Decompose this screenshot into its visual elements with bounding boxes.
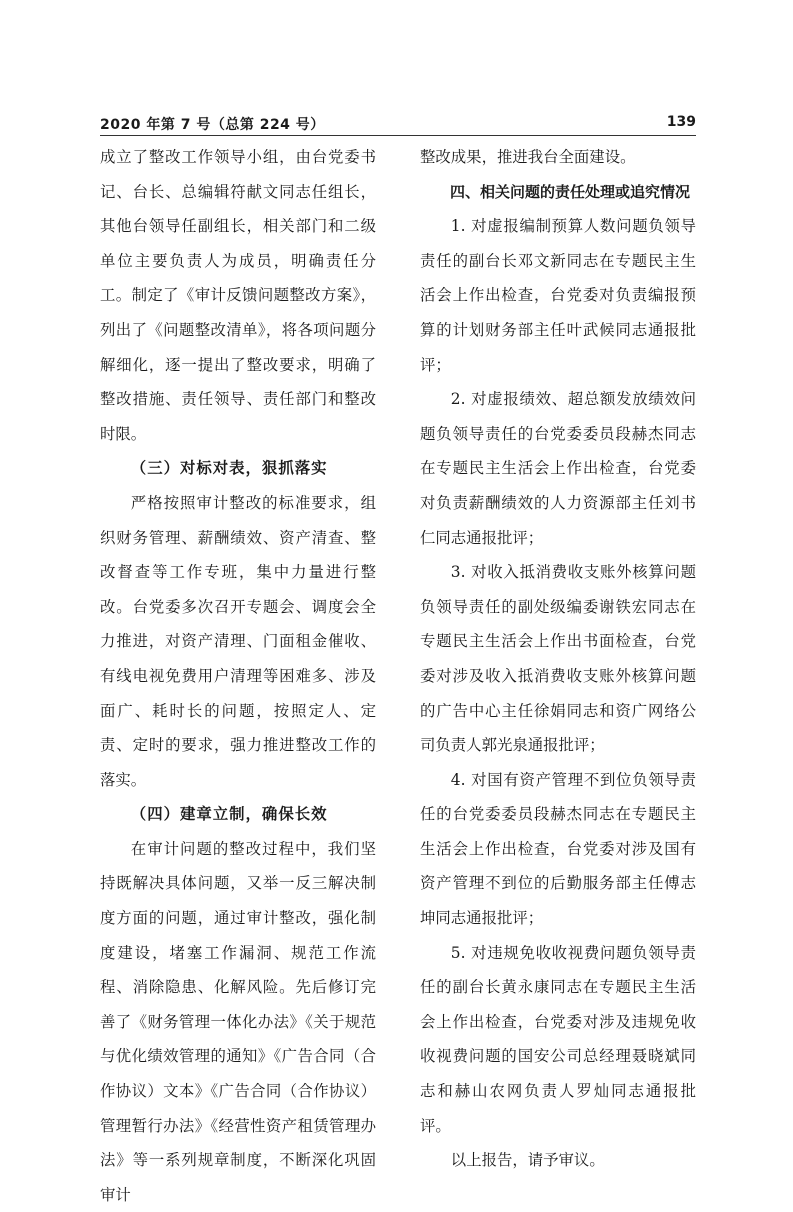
left-column	[100, 140, 376, 1212]
list-item: 5. 对违规免收收视费问题负领导责任的副台长黄永康同志在专题民主生活会上作出检查，台党委对涉及违规免收收视费问题的国安公司总经理聂晓斌同志和赫山农网负责人罗灿同志通报批评。	[420, 943, 696, 1135]
page-header	[100, 112, 696, 136]
closing-line: 以上报告，请予审议。	[450, 1151, 605, 1170]
header-rule	[100, 135, 696, 136]
right-column	[420, 140, 696, 1178]
page-number: 139	[666, 114, 696, 130]
list-item: 4. 对国有资产管理不到位负领导责任的台党委委员段赫杰同志在专题民主生活会上作出检查，台党委对涉及国有资产管理不到位的后勤服务部主任傅志坤同志通报批评；	[420, 770, 696, 928]
paragraph: 在审计问题的整改过程中，我们坚持既解决具体问题，又举一反三解决制度方面的问题，通过审计整改，强化制度建设，堵塞工作漏洞、规范工作流程、消除隐患、化解风险。先后修订完善了《财务管理一体化办法》《关于规范与优化绩效管理的通知》《广告合同（合作协议）文本》《广告合同（合作协议）管理暂行办法》《经营性资产租赁管理办法》等一系列规章制度，不断深化巩固审计	[100, 839, 376, 1204]
paragraph: 严格按照审计整改的标准要求，组织财务管理、薪酬绩效、资产清查、整改督查等工作专班，集中力量进行整改。台党委多次召开专题会、调度会全力推进，对资产清理、门面租金催收、有线电视免费用户清理等困难多、涉及面广、耗时长的问题，按照定人、定责、定时的要求，强力推进整改工作的落实。	[100, 493, 376, 789]
subheading-4: （四）建章立制，确保长效	[130, 805, 328, 824]
paragraph-continued: 成立了整改工作领导小组，由台党委书记、台长、总编辑符献文同志任组长，其他台领导任副组长，相关部门和二级单位主要负责人为成员，明确责任分工。制定了《审计反馈问题整改方案》，列出了《问题整改清单》，将各项问题分解细化，逐一提出了整改要求，明确了整改措施、责任领导、责任部门和整改时限。	[100, 148, 376, 443]
list-item: 1. 对虚报编制预算人数问题负领导责任的副台长邓文新同志在专题民主生活会上作出检查，台党委对负责编报预算的计划财务部主任叶武候同志通报批评；	[420, 217, 696, 374]
section-heading: 四、相关问题的责任处理或追究情况	[450, 182, 691, 201]
paragraph-continued: 整改成果，推进我台全面建设。	[420, 148, 636, 166]
list-item: 3. 对收入抵消费收支账外核算问题负领导责任的副处级编委谢铁宏同志在专题民主生活会上作出书面检查，台党委对涉及收入抵消费收支账外核算问题的广告中心主任徐娟同志和资广网络公司负责人郭光泉通报批评；	[420, 563, 696, 755]
list-item: 2. 对虚报绩效、超总额发放绩效问题负领导责任的台党委委员段赫杰同志在专题民主生活会上作出检查，台党委对负责薪酬绩效的人力资源部主任刘书仁同志通报批评；	[420, 390, 696, 547]
issue-label: 2020 年第 7 号（总第 224 号）	[100, 117, 325, 133]
subheading-3: （三）对标对表，狠抓落实	[130, 459, 328, 478]
